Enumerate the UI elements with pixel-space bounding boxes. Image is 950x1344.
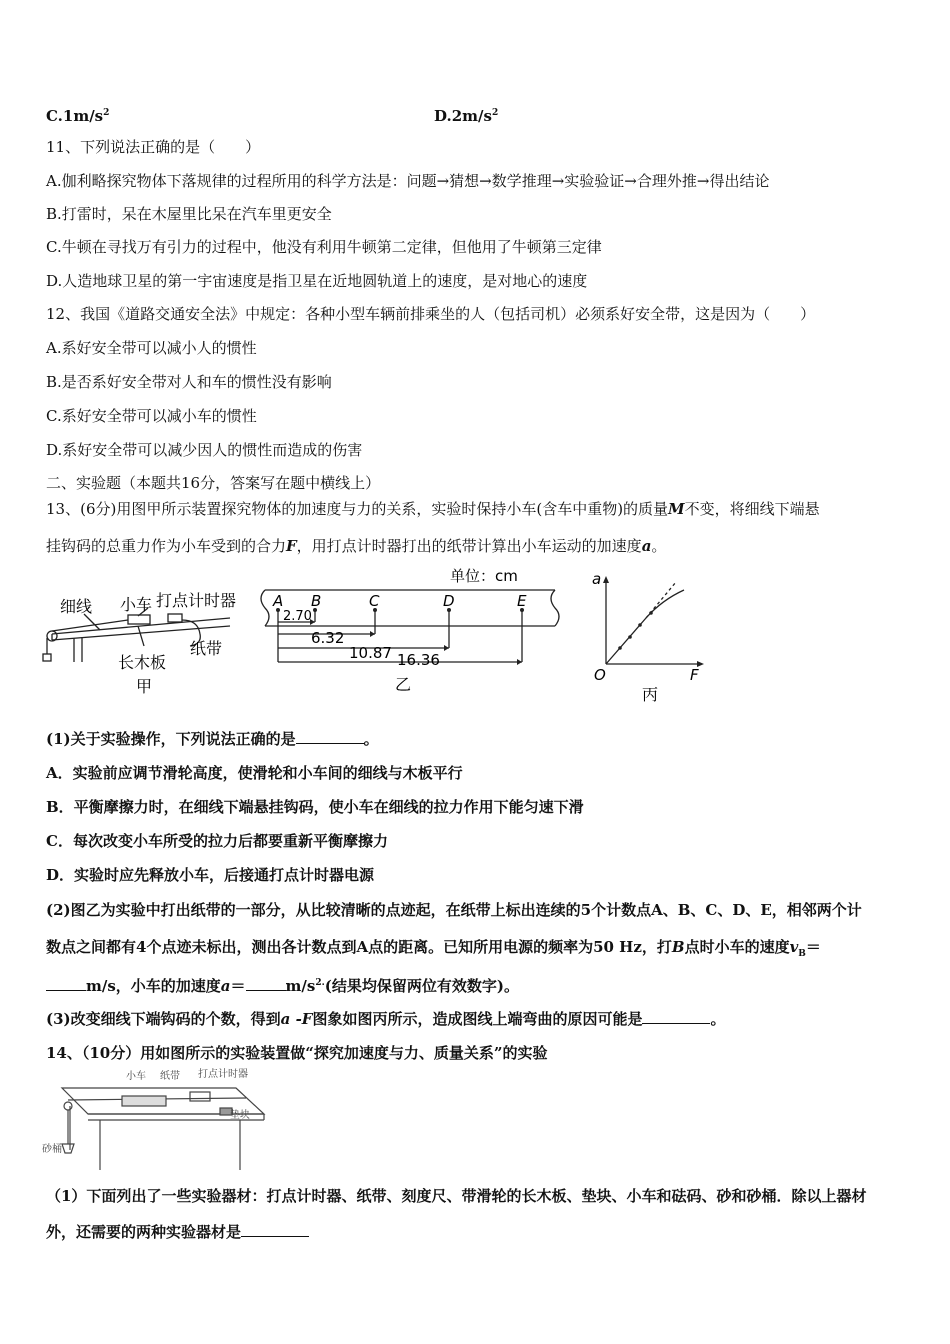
answer-blank[interactable]	[241, 1222, 309, 1237]
point-d: D	[443, 592, 455, 610]
point-b: B	[311, 592, 322, 610]
q13-stem-line1: 13、(6分)用图甲所示装置探究物体的加速度与力的关系，实验时保持小车(含车中重物)的质量M不变，将细线下端悬	[46, 500, 820, 518]
caption-jia: 甲	[136, 677, 153, 696]
figure-14-apparatus	[40, 1066, 280, 1174]
origin-label: O	[594, 666, 606, 684]
figure-bing	[588, 568, 718, 706]
q13-option-c: C．每次改变小车所受的拉力后都要重新平衡摩擦力	[46, 832, 388, 850]
distance-ad: 10.87	[349, 644, 392, 662]
q12-stem: 12、我国《道路交通安全法》中规定：各种小型车辆前排乘坐的人（包括司机）必须系好安全带，这是因为（ ）	[46, 305, 816, 323]
tape-unit-label: 单位：cm	[450, 567, 518, 585]
answer-blank[interactable]	[642, 1009, 710, 1024]
q13-part2-line2: 数点之间都有4个点迹未标出，测出各计数点到A点的距离。已知所用电源的频率为50 Hz，打B点时小车的速度$v_B=$	[46, 938, 821, 959]
label-block: 垫块	[230, 1110, 250, 1121]
q13-part1: (1)关于实验操作，下列说法正确的是 。	[46, 730, 379, 748]
answer-blank[interactable]	[246, 976, 286, 991]
q12-option-d: D.系好安全带可以减少因人的惯性而造成的伤害	[46, 441, 363, 459]
q14-part1-line1: （1）下面列出了一些实验器材：打点计时器、纸带、刻度尺、带滑轮的长木板、垫块、小车和砝码、砂和砂桶．除以上器材	[46, 1187, 867, 1205]
label-string: 细线	[60, 597, 93, 616]
answer-blank[interactable]	[296, 729, 364, 744]
q11-option-a: A.伽利略探究物体下落规律的过程所用的科学方法是：问题→猜想→数学推理→实验验证→合理外推→得出结论	[46, 172, 770, 190]
point-c: C	[369, 592, 380, 610]
q11-option-d: D.人造地球卫星的第一宇宙速度是指卫星在近地圆轨道上的速度，是对地心的速度	[46, 272, 588, 290]
point-a: A	[273, 592, 284, 610]
q13-option-d: D．实验时应先释放小车，后接通打点计时器电源	[46, 866, 375, 884]
q12-option-c: C.系好安全带可以减小车的惯性	[46, 407, 257, 425]
q13-part2-line1: (2)图乙为实验中打出纸带的一部分，从比较清晰的点迹起，在纸带上标出连续的5个计数点A、B、C、D、E，相邻两个计	[46, 901, 862, 919]
label-board: 长木板	[118, 653, 167, 672]
figure-jia	[40, 586, 240, 698]
q13-part3: (3)改变细线下端钩码的个数，得到a -F图象如图丙所示，造成图线上端弯曲的原因可能是 。	[46, 1010, 726, 1028]
q10-option-c: $C.1m/s^2$	[46, 107, 110, 125]
axis-f-label: F	[690, 666, 699, 684]
q14-stem: 14、（10分）用如图所示的实验装置做“探究加速度与力、质量关系”的实验	[46, 1044, 548, 1062]
q14-part1-line2: 外，还需要的两种实验器材是	[46, 1222, 309, 1242]
label-timer: 打点计时器	[198, 1069, 248, 1080]
label-car: 小车	[120, 595, 153, 614]
label-tape: 纸带	[160, 1071, 180, 1082]
q12-option-a: A.系好安全带可以减小人的惯性	[46, 339, 257, 357]
distance-ab: 2.70	[283, 609, 312, 624]
label-timer: 打点计时器	[156, 591, 237, 610]
caption-yi: 乙	[395, 675, 412, 694]
label-bucket: 砂桶	[42, 1144, 62, 1155]
q13-option-b: B．平衡摩擦力时，在细线下端悬挂钩码，使小车在细线的拉力作用下能匀速下滑	[46, 798, 584, 816]
label-tape: 纸带	[190, 639, 223, 658]
distance-ae: 16.36	[397, 651, 440, 669]
q11-stem: 11、下列说法正确的是（ ）	[46, 138, 261, 156]
q10-option-d: $D.2m/s^2$	[434, 107, 499, 125]
answer-blank[interactable]	[46, 976, 86, 991]
axis-a-label: a	[592, 570, 602, 588]
point-e: E	[517, 592, 527, 610]
q13-option-a: A．实验前应调节滑轮高度，使滑轮和小车间的细线与木板平行	[46, 764, 463, 782]
distance-ac: 6.32	[311, 629, 345, 647]
q13-part2-line3: m/s，小车的加速度$a= m/s^{2.}$(结果均保留两位有效数字)。	[46, 973, 519, 996]
section-2-heading: 二、实验题（本题共16分，答案写在题中横线上）	[46, 474, 381, 492]
caption-bing: 丙	[642, 685, 659, 704]
q11-option-b: B.打雷时，呆在木屋里比呆在汽车里更安全	[46, 205, 332, 223]
label-car: 小车	[126, 1071, 146, 1082]
q13-stem-line2: 挂钩码的总重力作为小车受到的合力F，用打点计时器打出的纸带计算出小车运动的加速度a。	[46, 537, 667, 555]
q12-option-b: B.是否系好安全带对人和车的惯性没有影响	[46, 373, 332, 391]
figure-yi	[255, 562, 565, 702]
q11-option-c: C.牛顿在寻找万有引力的过程中，他没有利用牛顿第二定律，但他用了牛顿第三定律	[46, 238, 602, 256]
